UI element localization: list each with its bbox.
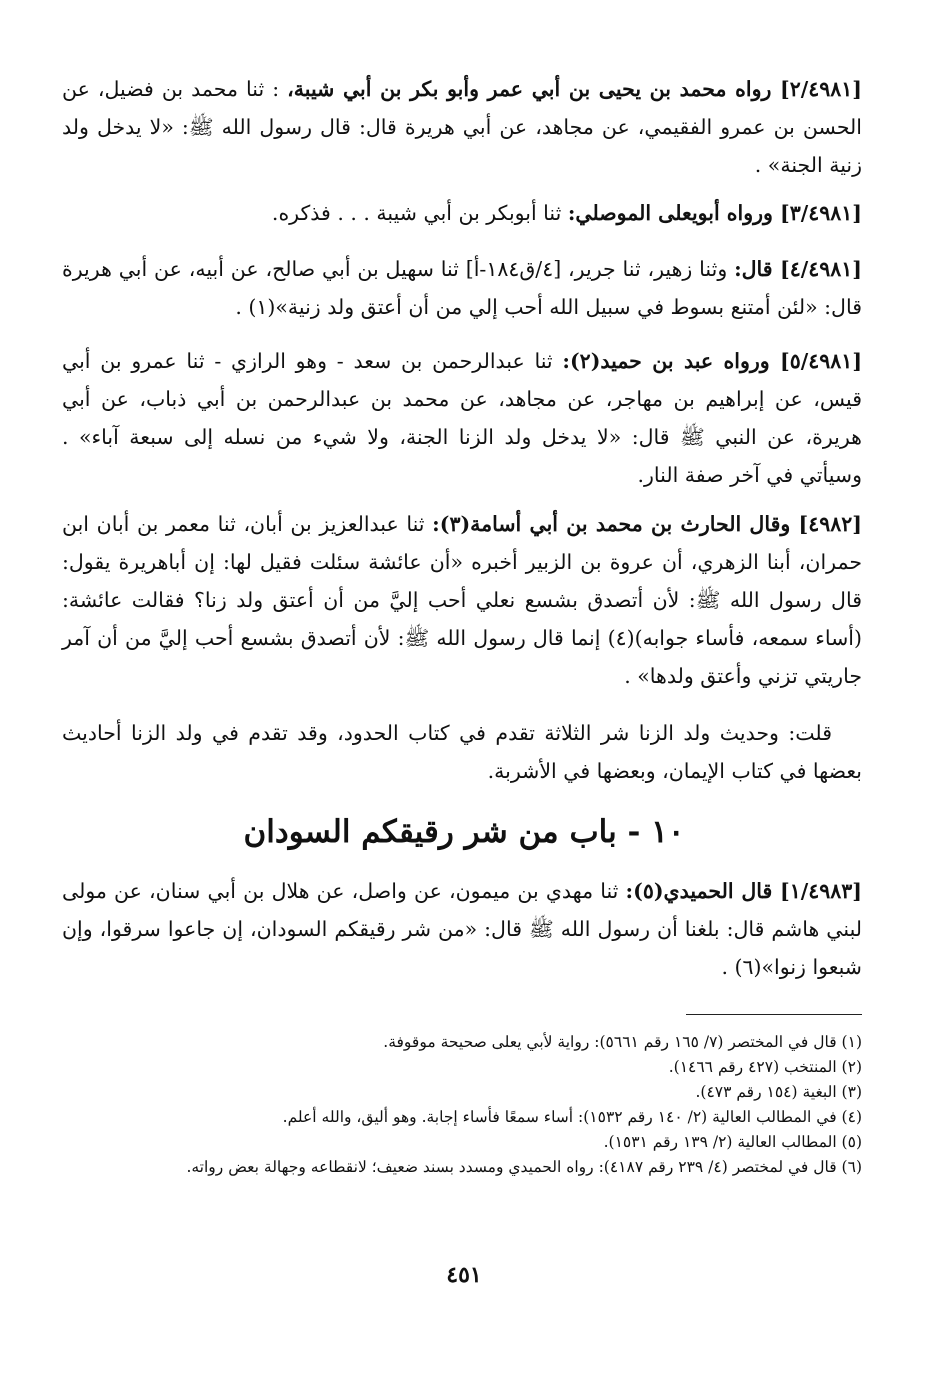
hadith-text: ثنا عبدالرحمن بن سعد - وهو الرازي - ثنا عمرو بن أبي قيس، عن إبراهيم بن مهاجر، عن مجاهد، عن محمد بن عبدالرحمن بن أبي ذباب، عن أبي هريرة، عن النبي ﷺ قال: «لا يدخل ولد الزنا الجنة، ولا شيء من نسله إلى سبعة آباء» . وسيأتي في آخر صفة النار. — [62, 349, 862, 487]
hadith-number: [٤٩٨٢] وقال الحارث بن محمد بن أبي أسامة(٣): — [432, 512, 862, 536]
hadith-number: [٤/٤٩٨١] قال: — [734, 257, 862, 281]
footnote: (١) قال في المختصر (٧/ ١٦٥ رقم ٥٦٦١): رواية لأبي يعلى صحيحة موقوفة. — [383, 1033, 862, 1051]
hadith-number: [١/٤٩٨٣] قال الحميدي(٥): — [625, 879, 862, 903]
hadith-paragraph — [62, 194, 862, 232]
hadith-number: [٥/٤٩٨١] ورواه عبد بن حميد(٢): — [562, 349, 863, 373]
page-number: ٤٥١ — [446, 1262, 482, 1288]
hadith-text: : ثنا محمد بن فضيل، عن الحسن بن عمرو الفقيمي، عن مجاهد، عن أبي هريرة قال: قال رسول الله ﷺ: «لا يدخل ولد زنية الجنة» . — [62, 77, 862, 177]
hadith-paragraph — [62, 872, 862, 986]
commentary-text: قلت: وحديث ولد الزنا شر الثلاثة تقدم في كتاب الحدود، وقد تقدم في ولد الزنا أحاديث بعضها في كتاب الإيمان، وبعضها في الأشربة. — [62, 721, 862, 783]
footnote: (٥) المطالب العالية (٢/ ١٣٩ رقم ١٥٣١). — [603, 1133, 862, 1151]
chapter-heading: ١٠ - باب من شر رقيقكم السودان — [243, 814, 685, 850]
footnote: (٣) البغية (١٥٤ رقم ٤٧٣). — [695, 1083, 862, 1101]
hadith-text: وثنا زهير، ثنا جرير، [٤/ق١٨٤-أ] ثنا سهيل بن أبي صالح، عن أبيه، عن أبي هريرة قال: «لئن أمتنع بسوط في سبيل الله أحب إلي من أن أعتق ولد زنية»(١) . — [62, 257, 862, 319]
footnote-separator — [686, 1014, 862, 1015]
hadith-number: [٢/٤٩٨١] رواه محمد بن يحيى بن أبي عمر وأبو بكر بن أبي شيبة، — [287, 77, 862, 101]
footnote: (٢) المنتخب (٤٢٧ رقم ١٤٦٦). — [668, 1058, 862, 1076]
footnote: (٦) قال في لمختصر (٤/ ٢٣٩ رقم ٤١٨٧): رواه الحميدي ومسدد بسند ضعيف؛ لانقطاعه وجهالة بعض رواته. — [186, 1158, 862, 1176]
hadith-text: ثنا مهدي بن ميمون، عن واصل، عن هلال بن أبي سنان، عن مولى لبني هاشم قال: بلغنا أن رسول الله ﷺ قال: «من شر رقيقكم السودان، إن جاعوا سرقوا، وإن شبعوا زنوا»(٦) . — [62, 879, 862, 979]
hadith-number: [٣/٤٩٨١] ورواه أبويعلى الموصلي: — [567, 201, 862, 225]
hadith-paragraph — [62, 250, 862, 326]
hadith-text: ثنا أبوبكر بن أبي شيبة . . . فذكره. — [271, 201, 568, 225]
footnote: (٤) في المطالب العالية (٢/ ١٤٠ رقم ١٥٣٢): أساء سمعًا فأساء إجابة. وهو أليق، والله أعلم. — [282, 1108, 862, 1126]
hadith-paragraph — [62, 70, 862, 184]
hadith-paragraph — [62, 505, 862, 695]
hadith-text: ثنا عبدالعزيز بن أبان، ثنا معمر بن أبان ابن حمران، أبنا الزهري، أن عروة بن الزبير أخبره «أن عائشة سئلت فقيل لها: إن أباهريرة يقول: قال رسول الله ﷺ: لأن أتصدق بشسع نعلي أحب إليَّ من أن أعتق ولد زنا؟ فقالت عائشة: (أساء سمعه، فأساء جوابه)(٤) إنما قال رسول الله ﷺ: لأن أتصدق بشسع أحب إليَّ من أن آمر جاريتي تزني وأعتق ولدها» . — [62, 512, 862, 688]
commentary-paragraph — [62, 714, 862, 790]
hadith-paragraph — [62, 342, 862, 494]
